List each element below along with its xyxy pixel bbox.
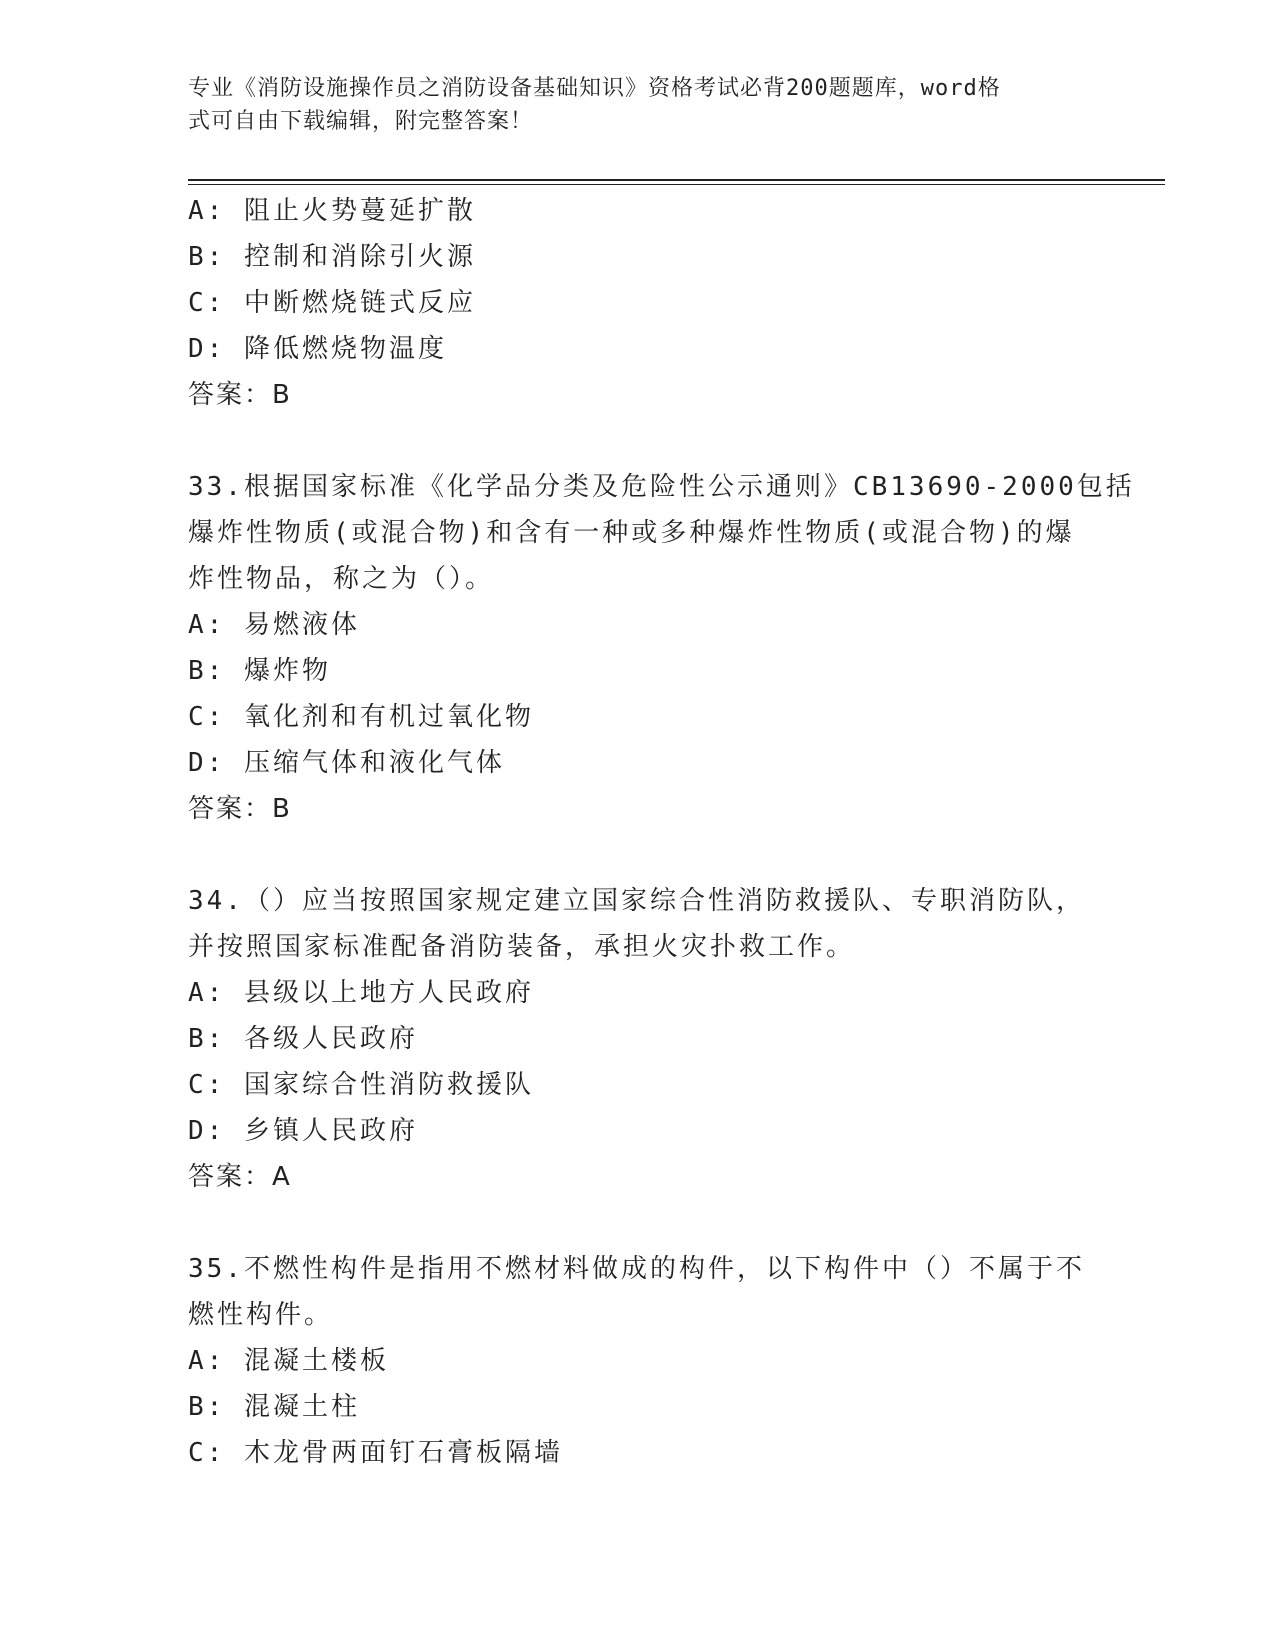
question-text-line: 35.不燃性构件是指用不燃材料做成的构件，以下构件中（）不属于不 (188, 1254, 1085, 1284)
option-a: A: 阻止火势蔓延扩散 (188, 196, 476, 226)
option-d: D: 压缩气体和液化气体 (188, 748, 505, 778)
header-line-2: 式可自由下载编辑，附完整答案！ (188, 109, 534, 134)
answer-line: 答案：B (188, 794, 292, 824)
option-d: D: 乡镇人民政府 (188, 1116, 418, 1146)
question-text-line: 34.（）应当按照国家规定建立国家综合性消防救援队、专职消防队， (188, 886, 1085, 916)
option-d: D: 降低燃烧物温度 (188, 334, 447, 364)
question-block-35 (188, 1246, 1088, 1476)
document-header (188, 72, 1068, 138)
question-text-line: 并按照国家标准配备消防装备，承担火灾扑救工作。 (188, 932, 856, 962)
option-b: B: 混凝土柱 (188, 1392, 360, 1422)
option-c: C: 氧化剂和有机过氧化物 (188, 702, 534, 732)
option-a: A: 县级以上地方人民政府 (188, 978, 534, 1008)
header-line-1: 专业《消防设施操作员之消防设备基础知识》资格考试必背200题题库，word格 (188, 76, 1001, 101)
header-divider-thin (188, 184, 1165, 185)
option-c: C: 国家综合性消防救援队 (188, 1070, 534, 1100)
answer-line: 答案：B (188, 380, 292, 410)
option-c: C: 中断燃烧链式反应 (188, 288, 476, 318)
question-text-line: 爆炸性物质(或混合物)和含有一种或多种爆炸性物质(或混合物)的爆 (188, 518, 1075, 548)
answer-line: 答案：A (188, 1162, 292, 1192)
question-text-line: 33.根据国家标准《化学品分类及危险性公示通则》CB13690-2000包括 (188, 472, 1135, 502)
option-a: A: 易燃液体 (188, 610, 360, 640)
question-list (188, 188, 1135, 1476)
option-c: C: 木龙骨两面钉石膏板隔墙 (188, 1438, 563, 1468)
option-b: B: 爆炸物 (188, 656, 331, 686)
option-b: B: 各级人民政府 (188, 1024, 418, 1054)
option-a: A: 混凝土楼板 (188, 1346, 389, 1376)
question-text-line: 炸性物品，称之为（）。 (188, 564, 495, 594)
question-block-33 (188, 464, 1135, 832)
question-text-line: 燃性构件。 (188, 1300, 334, 1330)
question-block-32 (188, 188, 1088, 418)
header-divider (188, 179, 1165, 181)
option-b: B: 控制和消除引火源 (188, 242, 476, 272)
question-block-34 (188, 878, 1088, 1200)
